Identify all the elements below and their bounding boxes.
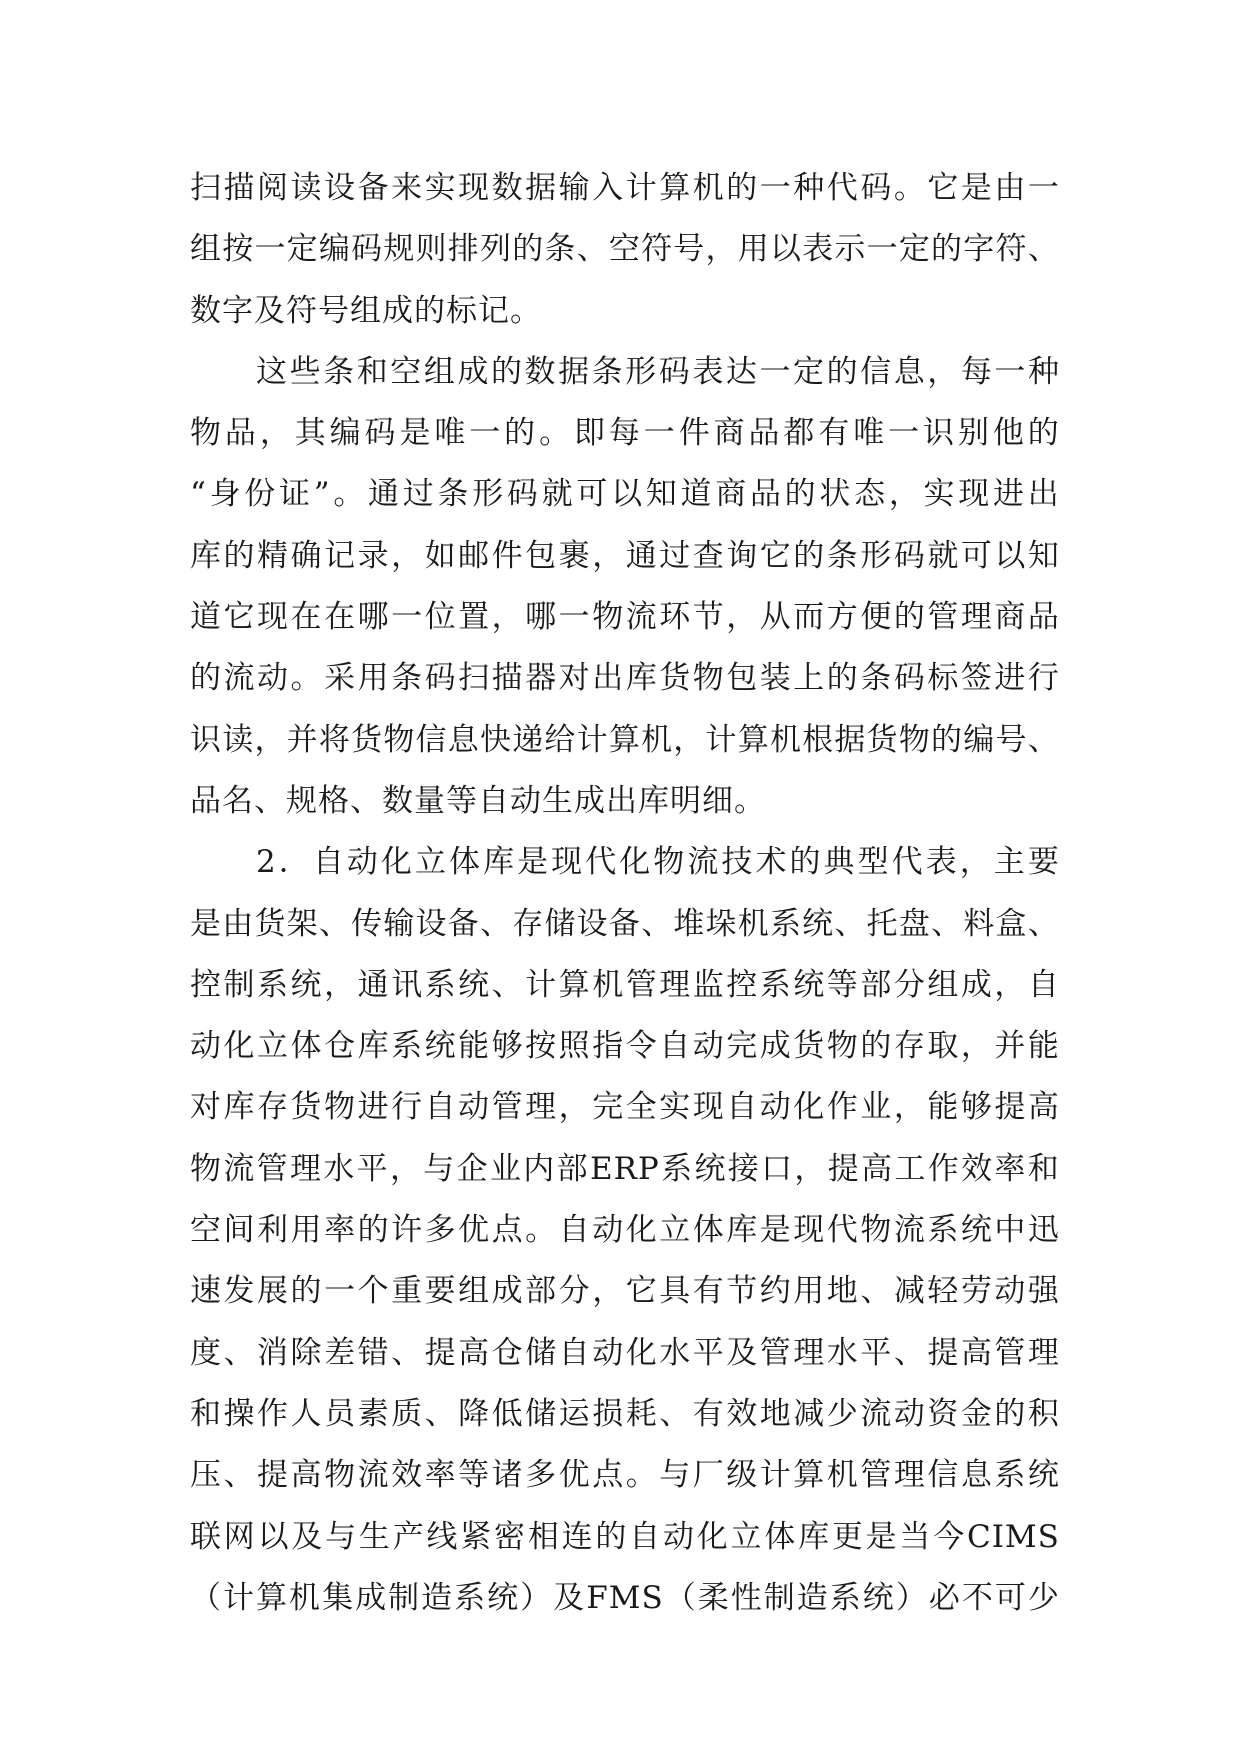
- text-line: 数字及符号组成的标记。: [190, 292, 542, 329]
- text-line: 动 化 立 体 仓 库 系 统 能 够 按 照 指 令 自 动 完 成 货 物 的 存 取 ， 并 能: [190, 1028, 1060, 1065]
- text-line: 对 库 存 货 物 进 行 自 动 管 理 ， 完 全 实 现 自 动 化 作 业 ， 能 够 提 高: [190, 1089, 1060, 1126]
- text-line: 空 间 利 用 率 的 许 多 优 点 。 自 动 化 立 体 库 是 现 代 物 流 系 统 中 迅: [190, 1212, 1060, 1249]
- text-line: （ 计 算 机 集 成 制 造 系 统 ） 及 FMS （ 柔 性 制 造 系 统 ） 必 不 可 少: [190, 1579, 1060, 1616]
- body-text: [190, 158, 1060, 1629]
- text-line: 道 它 现 在 在 哪 一 位 置 ， 哪 一 物 流 环 节 ， 从 而 方 便 的 管 理 商 品: [190, 599, 1060, 636]
- text-line: 这 些 条 和 空 组 成 的 数 据 条 形 码 表 达 一 定 的 信 息 ， 每 一 种: [256, 353, 1060, 390]
- text-line: 扫 描 阅 读 设 备 来 实 现 数 据 输 入 计 算 机 的 一 种 代 码 。 它 是 由 一: [190, 170, 1060, 206]
- text-line: 2 ． 自 动 化 立 体 库 是 现 代 化 物 流 技 术 的 典 型 代 表 ， 主 要: [256, 844, 1060, 881]
- text-line: 组 按 一 定 编 码 规 则 排 列 的 条 、 空 符 号 ， 用 以 表 示 一 定 的 字 符 、: [190, 231, 1060, 268]
- text-line: 物 品 ， 其 编 码 是 唯 一 的 。 即 每 一 件 商 品 都 有 唯 一 识 别 他 的: [190, 415, 1060, 452]
- text-line: 库 的 精 确 记 录 ， 如 邮 件 包 裹 ， 通 过 查 询 它 的 条 形 码 就 可 以 知: [190, 537, 1060, 574]
- text-line: 度 、 消 除 差 错 、 提 高 仓 储 自 动 化 水 平 及 管 理 水 平 、 提 高 管 理: [190, 1334, 1060, 1371]
- text-line: 物 流 管 理 水 平 ， 与 企 业 内 部 ERP 系 统 接 口 ， 提 高 工 作 效 率 和: [190, 1150, 1060, 1187]
- text-line: 的 流 动 。 采 用 条 码 扫 描 器 对 出 库 货 物 包 装 上 的 条 码 标 签 进 行: [190, 660, 1060, 697]
- text-line: 控 制 系 统 ， 通 讯 系 统 、 计 算 机 管 理 监 控 系 统 等 部 分 组 成 ， 自: [190, 966, 1060, 1003]
- text-line: 品名、规格、数量等自动生成出库明细。: [190, 782, 766, 819]
- text-line: “ 身 份 证 ” 。 通 过 条 形 码 就 可 以 知 道 商 品 的 状 态 ， 实 现 进 出: [190, 476, 1060, 513]
- text-line: 联 网 以 及 与 生 产 线 紧 密 相 连 的 自 动 化 立 体 库 更 是 当 今 CIMS: [190, 1518, 1060, 1555]
- text-line: 速 发 展 的 一 个 重 要 组 成 部 分 ， 它 具 有 节 约 用 地 、 减 轻 劳 动 强: [190, 1273, 1060, 1310]
- text-line: 是 由 货 架 、 传 输 设 备 、 存 储 设 备 、 堆 垛 机 系 统 、 托 盘 、 料 盒 、: [190, 905, 1060, 942]
- text-line: 和 操 作 人 员 素 质 、 降 低 储 运 损 耗 、 有 效 地 减 少 流 动 资 金 的 积: [190, 1395, 1060, 1432]
- text-line: 压 、 提 高 物 流 效 率 等 诸 多 优 点 。 与 厂 级 计 算 机 管 理 信 息 系 统: [190, 1457, 1060, 1494]
- text-line: 识 读 ， 并 将 货 物 信 息 快 递 给 计 算 机 ， 计 算 机 根 据 货 物 的 编 号 、: [190, 721, 1060, 758]
